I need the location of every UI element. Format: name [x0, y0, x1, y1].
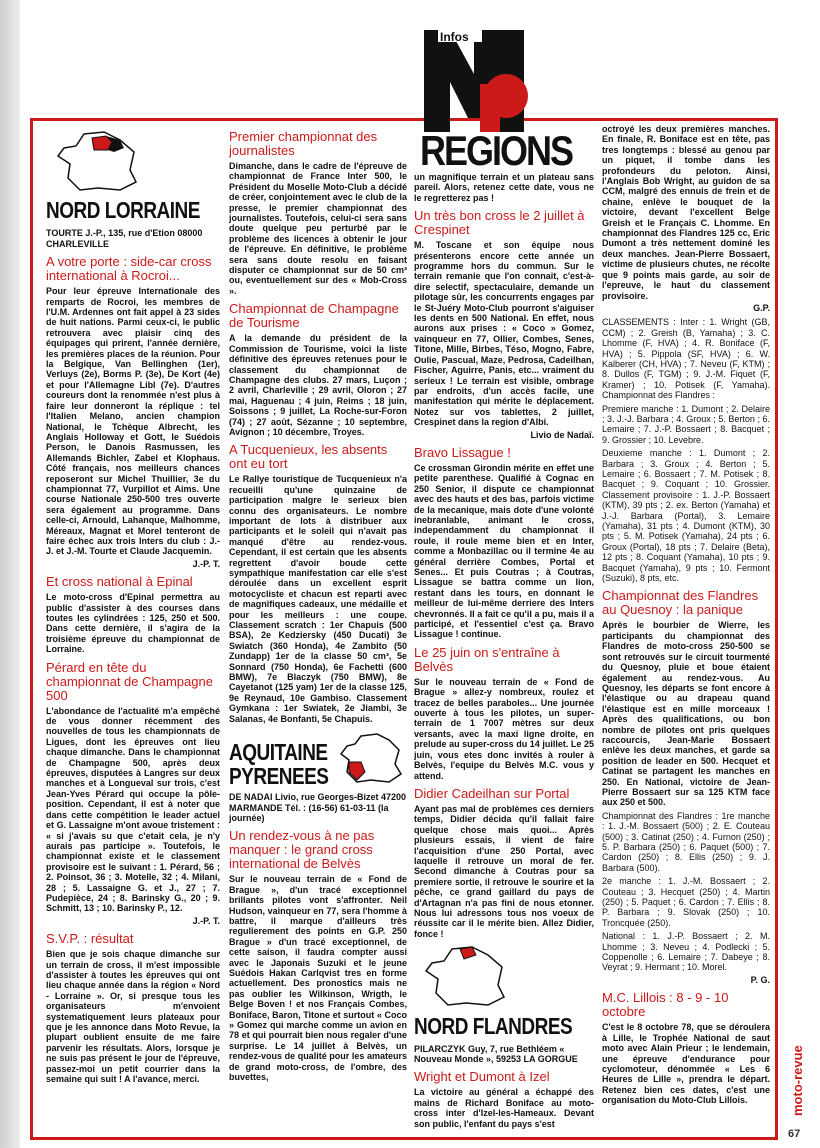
article-heading: Didier Cadeilhan sur Portal	[414, 785, 570, 801]
magazine-name: moto-revue	[790, 1045, 805, 1116]
correspondent-address: PILARCZYK Guy, 7, rue Bethléem « Nouveau Monde », 59253 LA GORGUE	[414, 1043, 578, 1064]
article-heading: A Tucquenieux, les absents ont eu tort	[229, 442, 388, 472]
article-body: Sur le nouveau terrain de « Fond de Brague », d'un tracé exceptionnel brillants pilotes vont s'affronter. Neil Hudson, vainqueur en 77, sera l'homme à battre, il marque d'ailleurs très regulierement des points en G.P. 250 Brague » d'un tracé exceptionnel, de cette saison, il faudra compter aussi avec le Japonais Suzuki et le jeune Suédois Hakan Carlqvist tres en forme actuellement. Des pronostics mais ne pas oublier les Wilkinson, Wrigth, le Belge Boven ! et nos Français Combes, Boniface, Baron, Titone et surtout « Coco » Gomez qui marche comme un avion en 78 et qui pourrait bien nous regaler d'une surprise. Le 14 juillet à Belvès, un rendez-vous de qualité pour les amateurs de grand moto-cross, de l'ombre, des buvettes,	[229, 874, 407, 1083]
article-signature: Livio de Nadaï.	[530, 429, 594, 440]
article-body: Après le bourbier de Wierre, les participants du championnat des Flandres de moto-cross 250-500 se sont retrouvés sur le circuit tourmenté du Quesnoy, pluie et boue étaient également au rendez-vous. Au Quesnoy, les départs se font encore à l'élastique ou au drapeau quand l'élastique est en mille morceaux ! Après des qualifications, ou bon nombre de pilotes ont pris quelques raccourcis, Jean-Marie Bossaert enlève les deux manches, et garde sa position de leader en 500. Hecquet et Catinat se partagent les manches en 250. En National, victoire de Jean-Pierre Bossaert sur sa 125 KTM face aux 250 et 500.	[602, 620, 770, 808]
region-header	[229, 732, 407, 791]
results-block: Premiere manche : 1. Dumont ; 2. Delaire ; 3. J.-J. Barbara ; 4. Groux ; 5. Berton ; 6. Lemaire ; 7. J.-P. Bossaert ; 8. Bacquet ; 9. Grossier ; 10. Levebre.	[602, 403, 770, 445]
article-signature: J.-P. T.	[192, 558, 220, 569]
article-heading: M.C. Lillois : 8 - 9 - 10 octobre	[602, 990, 729, 1020]
magazine-name-vertical	[788, 980, 808, 1120]
article-body: Dimanche, dans le cadre de l'épreuve de championnat de France Inter 500, le Président du Moselle Moto-Club a décidé de créer, conjointement avec le club de la presse, le premier championnat des journalistes. Toutefois, celui-ci sera sans doute quelque peu perturbé par le problème des licences à obtenir le jour de l'épreuve. En définitive, le problème sera sans doute resolu en faisant disputer ce championnat sur de 50 cm³ ou, eventuellement sur des « Mob-Cross ».	[229, 161, 407, 296]
france-map-icon	[54, 130, 140, 192]
article-body: Bien que je sois chaque dimanche sur un terrain de cross, il m'est impossible d'assister à toutes les épreuves qui ont lieu chaque année dans la région « Nord - Lorraine ». Or, si presque tous les organisateurs m'envoient systematiquement leurs plateaux pour que je les annonce dans Moto Revue, la plupart oublient ensuite de me faire parvenir les résultats. Alors, lorsque je ne suis pas présent le jour de l'épreuve, passez-moi un petit courrier dans la semaine qui suit ! A l'avance, merci.	[46, 949, 220, 1085]
correspondent-address: DE NADAI Livio, rue Georges-Bizet 47200 MARMANDE Tél. : (16-56) 61-03-11 (la journée)	[229, 792, 407, 823]
article-body: L'abondance de l'actualité m'a empêché de vous donner récemment des nouvelles de tous les championnats de Ligues, dont les épreuves ont lieu chaque dimanche. Dans le championnat de Champagne 500, après deux épreuves, disputées à Langres sur deux manches et à Longueval sur trois, c'est Jean-Yves Pérard qui occupe la pôle-position. Cependant, il est à noter que dans cette compétition le leader actuel et G. Lassaigne m'ont avoue tristement : « si j'avais su que c'etait cela, je n'y aurais pas participe ». Toutefois, le championnat existe et le classement provisoire est le suivant : 1. Pérard, 56 ; 2. Poinsot, 36 ; 3. Motelle, 32 ; 4. Milani, 28 ; 5. Lassaigne G. et J., 27 ; 7. Pudepièce, 24 ; 8. Barinsky G., 20 ; 9. Schmitt, 13 ; 10. Barinsky P., 12.	[46, 705, 220, 914]
column-4	[602, 124, 770, 1136]
article-body: Sur le nouveau terrain de « Fond de Brague » allez-y nombreux, roulez et tracez de belles paraboles... Une journée ouverte à tous les pilotes, un super-terrain de 1 7007 mètres sur deux versants, avec la maxi ligne droite, en prelude au super-cross du 14 juillet. Le 25 juin, vous etes donc invités à rouler à Belvès, l'equipe du Belvès M.C. vous y attend.	[414, 676, 594, 781]
results-block: 2e manche : 1. J.-M. Bossaert ; 2. Couteau ; 3. Hecquet (250) ; 4. Martin (250) ; 5. Paquet ; 6. Cardon ; 7. Ellis ; 8. P. Barbara ; 9. Slovak (250) ; 10. Troncquée (250).	[602, 876, 770, 928]
article-body: Ayant pas mal de problèmes ces derniers temps, Didier décida qu'il fallait faire quelque chose mais quoi... Après plusieurs essais, il vient de faire l'acquisition d'une 250 Portal, avec laquelle il retrouve un moral de fer. Second dimanche à Coutras pour sa premiere sortie, il retrouve le sourire et la pêche, ce grand gaillard du pays de d'Artagnan n'a pas fini de nous etonner. Nous lui adressons tous nos voeux de réussite car il le mérite bien. Allez Didier, fonce !	[414, 803, 594, 939]
region-title: NORD LORRAINE	[46, 199, 200, 225]
article-heading: Un rendez-vous à ne pas manquer : le grand cross international de Belvès	[229, 828, 375, 872]
article-body: La victoire au général a échappé des mains de Richard Boniface au moto-cross inter d'Izel-les-Hameaux. Devant son public, l'enfant du pays s'est	[414, 1087, 594, 1129]
article-heading: A votre porte : side-car cross international à Rocroi...	[46, 254, 212, 284]
france-map-icon	[339, 732, 403, 784]
results-block: National : 1. J.-P. Bossaert ; 2. M. Lhomme ; 3. Neveu ; 4. Podlecki ; 5. Coppenolle ; 6. Lemaire ; 7. Dabeye ; 8. Veyrat ; 9. Hermant ; 10. Morel.	[602, 931, 770, 973]
article-heading: S.V.P. : résultat	[46, 931, 134, 947]
page-gutter	[0, 0, 20, 1148]
article-heading: Un très bon cross le 2 juillet à Crespinet	[414, 208, 585, 238]
article-heading: Bravo Lissague !	[414, 444, 511, 460]
article-body: M. Toscane et son équipe nous présenterons encore cette année un programme hors du commun. Sur le terrain remanie que l'on connait, c'est-à-dire selectif, spectaculaire, demande un pilotage sûr, les concurrents engages par le St-Juéry Moto-Club pourront s'aiguiser les dents en 500 National. En effet, nous aurons aux prises : « Coco » Gomez, vainqueur en 77, Ollier, Combes, Senes, Titone, Mille, Birbes, Téso, Mogno, Fabre, Oulie, Pascual, Maze, Pedrosa, Cadeilhan, Fischer, Aguirre, Panis, etc... vraiment du serieux ! Le terrain est visible, ombrage par endroits, d'un accès facile, une manifestation qui mérite le déplacement. Notez sur vos tablettes, 2 juillet, Crespinet dans la region d'Albi.	[414, 240, 594, 428]
article-heading: Championnat des Flandres au Quesnoy : la panique	[602, 588, 759, 618]
infos-label: Infos	[440, 30, 469, 44]
results-block: CLASSEMENTS : Inter : 1. Wright (GB, CCM) ; 2. Greish (B, Yamaha) ; 3. C. Lhomme (F, HVA) ; 4. R. Boniface (F, HVA) ; 5. Pippola (SF, HVA) ; 6. W. Kalberer (CH, HVA) ; 7. Neveu (F, KTM) ; 8. Dullos (F, TGM) ; 9. J.-M. Fiquet (F, Kramer) ; 10. Potisek (F, Yamaha). Championnat des Flandres :	[602, 317, 770, 401]
page-number: 67	[788, 1128, 801, 1140]
article-heading: Et cross national à Epinal	[46, 574, 193, 590]
article-body: C'est le 8 octobre 78, que se déroulera à Lille, le Trophée National de saut moto avec Alain Prieur ; le lendemain, une épreuve d'endurance pour cyclomoteur, dénommée « Les 6 Heures de Lille », prendra le départ. Retenez bien ces dates, c'est une organisation du Moto-Club Lillois.	[602, 1022, 770, 1106]
article-body: Le moto-cross d'Epinal permettra au public d'assister à des courses dans toutes les cylindrées : 125, 250 et 500. Dans cette dernière, il s'agira de la troisième épreuve du championnat de Lorraine.	[46, 592, 220, 655]
correspondent-address: TOURTE J.-P., 135, rue d'Etion 08000 CHARLEVILLE	[46, 228, 203, 249]
france-map-icon	[422, 945, 508, 1007]
article-body: un magnifique terrain et un plateau sans pareil. Alors, retenez cette date, vous ne le regretterez pas !	[414, 172, 594, 203]
infos-mr-logo	[420, 22, 528, 137]
article-heading: Championnat de Champagne de Tourisme	[229, 301, 399, 331]
article-body: A la demande du président de la Commission de Tourisme, voici la liste définitive des épreuves retenues pour le classement du championnat de Champagne des clubs. 27 mars, Luçon ; 2 avril, Charleville ; 29 avril, Oloron ; 27 mai, Haguenau ; 4 juin, Reims ; 18 juin, Soissons ; 9 juillet, La Roche-sur-Foron (74) ; 27 août, Sézanne ; 10 septembre, Avignon ; 10 décembre, Troyes.	[229, 333, 407, 437]
article-body: Ce crossman Girondin mérite en effet une petite parenthese. Qualifié à Cognac en 250 Senior, il dispute ce championnat avec des hauts et des bas, parfois victime de la mecanique, mais dote d'une volonté inebranlable, animant le cross, independamment du championnat il roule, il roule meme bien et en Inter, comme a Monbazillac ou il termine 4e au général derrière Combes, Portal et Senes... Et puis Coutras ; à Coutras, Lissague se battra comme un lion, restant dans les tours, en donnant le meilleur de lui-même derriere des Inters chevronnés. Il a fait ce qu'il a pu, mais il a participé, et l'essentiel c'est ça. Bravo Lissague ! continue.	[414, 462, 594, 640]
region-title: AQUITAINE PYRENEES	[229, 740, 329, 791]
section-title: REGIONS	[419, 126, 573, 174]
article-signature: P. G.	[750, 974, 770, 985]
results-block: Championnat des Flandres : 1re manche : 1. J.-M. Bossaert (500) ; 2. E. Couteau (500) ; 3. Catinat (250) ; 4. Furnon (250) ; 5. P. Barbara (250) ; 6. Paquet (500) ; 7. Cardon (250) ; 8. Ellis (250) ; 9. J. Barbara (500).	[602, 810, 770, 873]
article-heading: Pérard en tête du championnat de Champagne 500	[46, 659, 213, 703]
article-heading: Le 25 juin on s'entraîne à Belvès	[414, 644, 560, 674]
article-heading: Premier championnat des journalistes	[229, 129, 378, 158]
article-body: octroyé les deux premières manches. En finale, R. Boniface est en tête, pas tres longtemps : blessé au genou par un piquet, il tombe dans les profondeurs du peloton. Ainsi, l'Anglais Bob Wright, au guidon de sa CCM, malgré des ennuis de frein et de chaine, enlève le bouquet de la victoire, devant l'excellent Belge Greish et le Français C. Lhomme. En championnat des Flandres 125 cc, Eric Dumont a très nettement dominé les deux manches. Jean-Pierre Bossaert, victime de plusieurs chutes, ne récolte que 9 points mais garde, au soir de l'epreuve, le haut du classement provisoire.	[602, 124, 770, 301]
region-title: NORD FLANDRES	[414, 1014, 573, 1040]
article-body: Pour leur épreuve Internationale des remparts de Rocroi, les membres de l'U.M. Ardennes ont fait appel à 23 sides de huit nations. Parmi ceux-ci, le public retrouvera avec plaisir cinq des équipages qui prirent, l'année dernière, les premières places de la réunion. Pour la Belgique, Van Bellinghen (1er), Verluys (2e), Borms P. (3e), De Kort (4e) et pour l'Allemagne Libl (7e). D'autres coureurs dont la renommée n'est plus à faire leur donneront la réplique : tel l'Italien Melano, ancien champion National, le Tchèque Albrecht, les Anglais Holloway et Gott, le Suédois Person, le Danois Rasmussen, les Allemands Bichler, Zabel et Klophaus. Côté français, nos meilleurs chances reposeront sur Michel Thuillier, 3e du championnat 77, Vurpillot et Aims. Une course Nationale 250-500 tres ouverte sera également au programme. Dans celle-ci, Arnould, Lahanque, Malhomme, Méreaux, Magnat et Morel tenteront de faire échec aux trois Inters du club : J.-J. et J.-M. Tourte et Claude Jacquemin.	[46, 286, 220, 557]
article-signature: G.P.	[753, 302, 770, 313]
results-block: Deuxieme manche : 1. Dumont ; 2. Barbara ; 3. Groux ; 4. Berton ; 5. Lemaire ; 6. Bossaert ; 7. M. Potisek ; 8. Bacquet ; 9. Coquant ; 10. Grossier. Classement provisoire : 1. J.-P. Bossaert (KTM), 39 pts ; 2. ex. Berton (Yamaha) et J.-J. Barbara (Portal), 3. Lemaire (Yamaha), 31 pts ; 4. Dumont (KTM), 30 pts ; 5. M. Potisek (Yamaha), 24 pts ; 6. Groux (Portal), 18 pts ; 7. Delaire (Beta), 12 pts ; 8. Coquant (Yamaha), 10 pts ; 9. Bacquet (Yamaha), 9 pts ; 10. Fermont (Suzuki), 8 pts, etc.	[602, 448, 770, 584]
article-signature: J.-P. T.	[192, 915, 220, 926]
article-body: Le Rallye touristique de Tucquenieux n'a recueilli qu'une quinzaine de participation malgre le serieux bien connu des organisateurs. Le nombre important de lots à distribuer aux participants et le soleil qui n'avait pas manqué d'être au rendez-vous. Cependant, il est certain que les absents regrettent d'avoir boude cette sympathique manifestation car elle s'est déroulée dans un excellent esprit motocycliste et chacun est reparti avec de magnifiques cadeaux, une médaille et pour les meilleurs : une coupe. Classement scratch : 1er Chapuis (500 BSA), 2e Kedziersky (450 Ducati) 3e Swiatch (360 Honda), 4e Zambito (50 Zundapp) 1er de la classe 50 cm³, 5e Sonnard (750 Honda), 6e Fachetti (600 BMW), 7e Blaczyk (750 BMW), 8e Cayetanot (125 yam) 1er de la classe 125, 9e Reynaud, 10e Gambiso. Classement Gymkana : 1er Swiatek, 2e Jiambi, 3e Salanas, 4e Bonfanti, 5e Chapuis.	[229, 474, 407, 724]
column-1	[46, 124, 220, 1136]
mr-logo-icon	[420, 22, 528, 137]
article-heading: Wright et Dumont à Izel	[414, 1069, 550, 1085]
column-2	[229, 124, 407, 1136]
column-3	[414, 172, 594, 1136]
